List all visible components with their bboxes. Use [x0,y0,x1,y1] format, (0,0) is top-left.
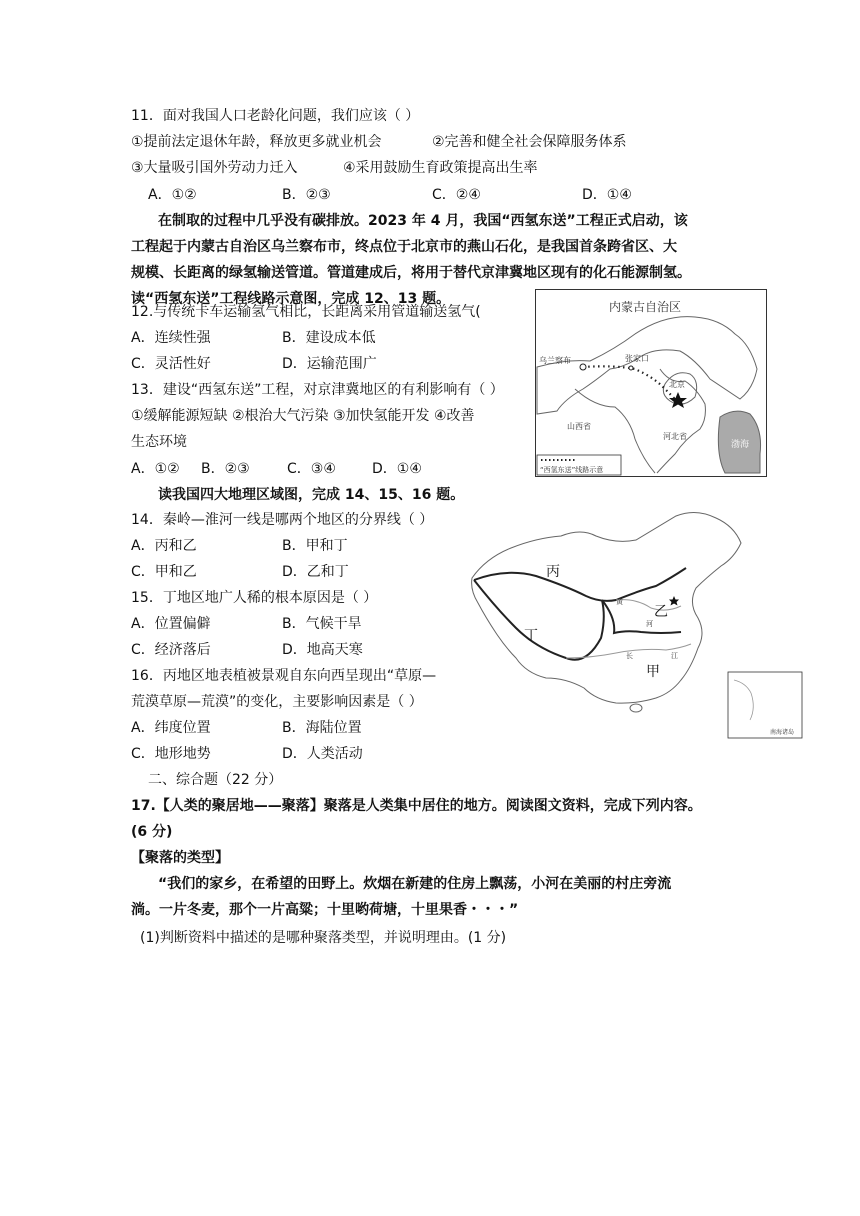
passage1-line2: 工程起于内蒙古自治区乌兰察布市，终点位于北京市的燕山石化，是我国首条跨省区、大 [131,239,677,255]
hydrogen-pipeline-map [535,289,767,477]
q13-choice-d[interactable]: D．①④ [372,461,422,477]
q17-sub1: (1)判断资料中描述的是哪种聚落类型，并说明理由。(1 分) [140,930,507,946]
q14-choice-a[interactable]: A．丙和乙 [131,538,197,554]
q11-choice-c[interactable]: C．②④ [432,187,481,203]
label-bohai: 渤海 [731,440,750,450]
label-inset: 南海诸岛 [770,729,795,736]
q16-choice-b[interactable]: B．海陆位置 [282,720,362,736]
q17-intro-line1: 17.【人类的聚居地——聚落】聚落是人类集中居住的地方。阅读图文资料，完成下列内容。 [131,798,702,814]
q14-choice-c[interactable]: C．甲和乙 [131,564,197,580]
label-jiang: 江 [671,652,678,660]
label-huang: 黄 [616,598,623,606]
q16-choice-d[interactable]: D．人类活动 [282,746,363,762]
q14-stem: 14．秦岭—淮河一线是哪两个地区的分界线（ ） [131,512,434,528]
q13-options-line2: 生态环境 [131,434,187,450]
q12-choice-a[interactable]: A．连续性强 [131,330,211,346]
beijing-star-icon [669,596,679,606]
q17-quote-line2: 淌。一片冬麦，那个一片高粱；十里哟荷塘，十里果香・・・” [131,902,519,918]
q12-stem: 12.与传统卡车运输氢气相比，长距离采用管道输送氢气( [131,304,481,320]
label-ding: 丁 [524,628,538,644]
section2-title: 二、综合题（22 分） [148,772,283,788]
q11-option-1: ①提前法定退休年龄，释放更多就业机会 [131,134,382,150]
label-he: 河 [646,620,653,628]
q12-choice-d[interactable]: D．运输范围广 [282,356,377,372]
q11-choice-d[interactable]: D．①④ [582,187,632,203]
china-regions-map [466,508,806,740]
q15-choice-a[interactable]: A．位置偏僻 [131,616,211,632]
q11-choice-b[interactable]: B．②③ [282,187,331,203]
label-jia: 甲 [646,664,660,680]
q17-intro-line2: (6 分) [131,824,173,840]
label-beijing: 北京 [669,380,685,389]
hainan-island [630,704,642,712]
label-zhangjiakou: 张家口 [625,354,649,363]
q12-choice-c[interactable]: C．灵活性好 [131,356,211,372]
northwest-boundary [474,568,686,601]
qinling-huaihe-line [602,600,681,633]
q15-choice-c[interactable]: C．经济落后 [131,642,211,658]
label-yi: 乙 [654,604,668,620]
intro2: 读我国四大地理区域图，完成 14、15、16 题。 [158,487,465,503]
ulanqab-marker [580,364,586,370]
q11-stem: 11．面对我国人口老龄化问题，我们应该（ ） [131,108,420,124]
q15-stem: 15．丁地区地广人稀的根本原因是（ ） [131,590,378,606]
q13-choice-a[interactable]: A．①② [131,461,180,477]
zhangjiakou-marker [629,366,633,370]
label-hebei: 河北省 [663,432,687,441]
q16-stem-line2: 荒漠草原—荒漠”的变化，主要影响因素是（ ） [131,694,423,710]
q16-choice-c[interactable]: C．地形地势 [131,746,211,762]
passage1-line1: 在制取的过程中几乎没有碳排放。2023 年 4 月，我国“西氢东送”工程正式启动，该 [158,213,688,229]
q11-option-2: ②完善和健全社会保障服务体系 [432,134,627,150]
q15-choice-d[interactable]: D．地高天寒 [282,642,363,658]
q12-choice-b[interactable]: B．建设成本低 [282,330,376,346]
q13-stem: 13．建设“西氢东送”工程，对京津冀地区的有利影响有（ ） [131,382,504,398]
legend-text: “西氢东送”线路示意 [540,466,604,474]
q11-option-4: ④采用鼓励生育政策提高出生率 [343,160,538,176]
q11-choice-a[interactable]: A．①② [148,187,197,203]
q13-choice-b[interactable]: B．②③ [201,461,250,477]
label-bing: 丙 [546,564,560,580]
qinghai-tibet-boundary [474,580,604,660]
label-shanxi: 山西省 [567,422,591,431]
passage1-line3: 规模、长距离的绿氢输送管道。管道建成后，将用于替代京津冀地区现有的化石能源制氢。 [131,265,691,281]
label-ulanqab: 乌兰察布 [539,356,571,365]
q13-choice-c[interactable]: C．③④ [287,461,336,477]
q17-heading: 【聚落的类型】 [131,850,229,866]
q13-options-line: ①缓解能源短缺 ②根治大气污染 ③加快氢能开发 ④改善 [131,408,475,424]
q17-quote-line1: “我们的家乡，在希望的田野上。炊烟在新建的住房上飘荡，小河在美丽的村庄旁流 [158,876,672,892]
label-inner-mongolia: 内蒙古自治区 [608,300,682,314]
q14-choice-b[interactable]: B．甲和丁 [282,538,348,554]
q15-choice-b[interactable]: B．气候干旱 [282,616,362,632]
passage1-line4: 读“西氢东送”工程线路示意图，完成 12、13 题。 [131,291,451,307]
q16-stem-line1: 16．丙地区地表植被景观自东向西呈现出“草原— [131,668,437,684]
q11-option-3: ③大量吸引国外劳动力迁入 [131,160,298,176]
label-chang: 长 [626,652,633,660]
q14-choice-d[interactable]: D．乙和丁 [282,564,349,580]
q16-choice-a[interactable]: A．纬度位置 [131,720,211,736]
